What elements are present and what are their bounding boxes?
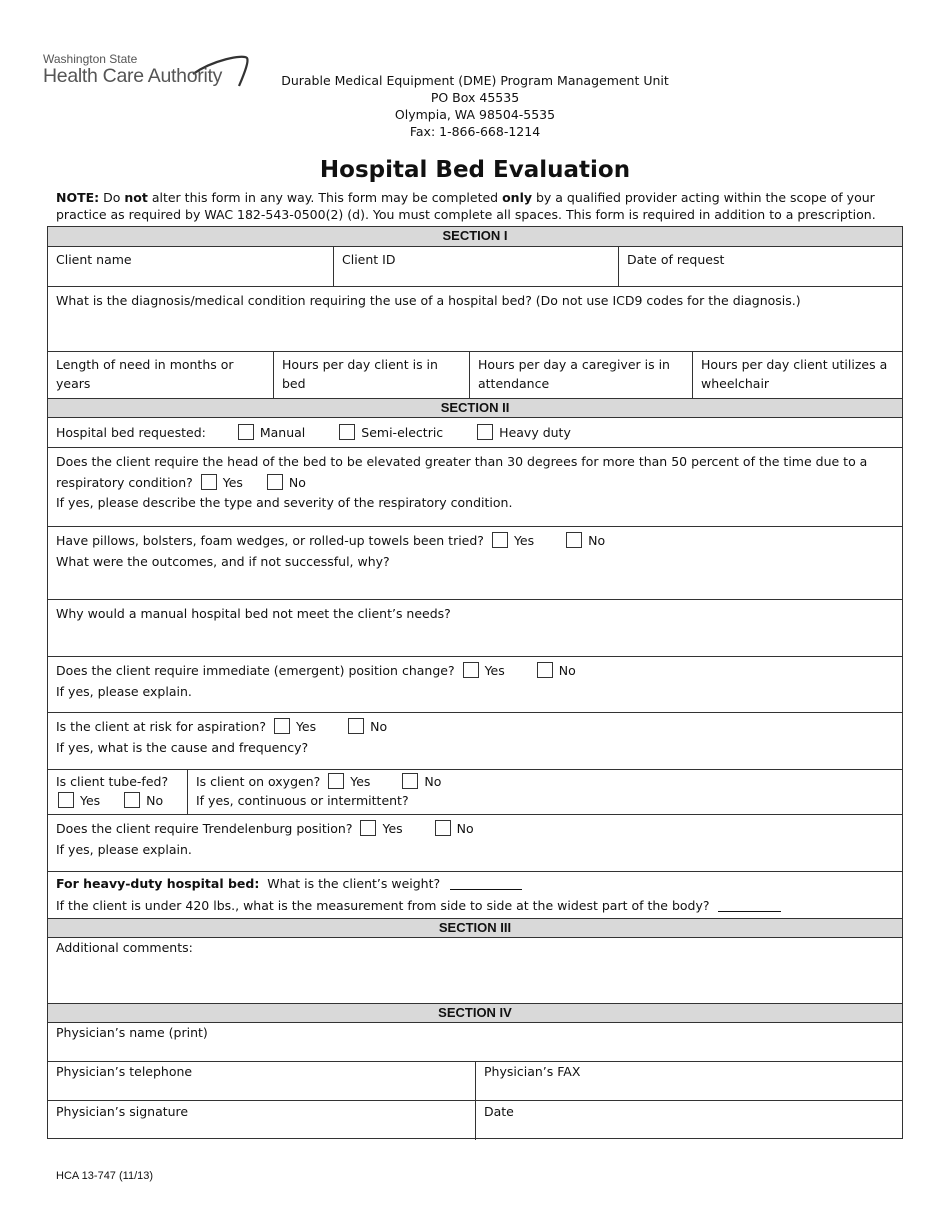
evaluation-form xyxy=(47,226,903,1139)
width-measurement-input[interactable] xyxy=(718,899,781,912)
heavy-duty-checkbox[interactable] xyxy=(477,424,493,440)
logo-line1: Washington State xyxy=(43,52,138,66)
form-note: NOTE: Do not alter this form in any way. This form may be completed only by a qualified provider acting within the scope of your practice as required by WAC 182-543-0500(2) (d). You must complete all spaces. This form is required in addition to a prescription. xyxy=(56,190,876,222)
position-no-checkbox[interactable] xyxy=(537,662,553,678)
pillows-question: Have pillows, bolsters, foam wedges, or rolled-up towels been tried? Yes No What were the outcomes, and if not successful, why? xyxy=(48,526,902,599)
length-of-need-field[interactable]: Length of need in months or years xyxy=(56,357,234,391)
physician-name-field[interactable]: Physician’s name (print) xyxy=(48,1022,902,1061)
semi-electric-checkbox[interactable] xyxy=(339,424,355,440)
address-line: Fax: 1-866-668-1214 xyxy=(409,124,541,139)
client-name-field[interactable]: Client name xyxy=(56,252,132,267)
manual-bed-question[interactable]: Why would a manual hospital bed not meet the client’s needs? xyxy=(48,599,902,656)
page-title: Hospital Bed Evaluation xyxy=(319,157,631,183)
tube-yes-checkbox[interactable] xyxy=(58,792,74,808)
address-line: PO Box 45535 xyxy=(430,90,520,105)
trendelenburg-yes-checkbox[interactable] xyxy=(360,820,376,836)
respiratory-yes-checkbox[interactable] xyxy=(201,474,217,490)
heavy-duty-question: For heavy-duty hospital bed: What is the client’s weight? If the client is under 420 lbs., what is the measurement from side to side at the widest part of the body? xyxy=(48,871,902,918)
diagnosis-field[interactable]: What is the diagnosis/medical condition requiring the use of a hospital bed? (Do not use ICD9 codes for the diagnosis.) xyxy=(48,286,902,352)
hours-caregiver-field[interactable]: Hours per day a caregiver is in attendance xyxy=(469,352,692,398)
section-header-2: SECTION II xyxy=(48,398,902,417)
tube-no-checkbox[interactable] xyxy=(124,792,140,808)
oxygen-yes-checkbox[interactable] xyxy=(328,773,344,789)
hours-in-bed-field[interactable]: Hours per day client is in bed xyxy=(273,352,469,398)
bed-type-row: Hospital bed requested: Manual Semi-electric Heavy duty xyxy=(48,417,902,447)
section-header-1: SECTION I xyxy=(48,227,902,246)
signature-date-field[interactable]: Date xyxy=(475,1101,904,1140)
respiratory-question: Does the client require the head of the bed to be elevated greater than 30 degrees for more than 50 percent of the time due to a respiratory condition? Yes No If yes, please describe the type and severity of the respiratory condition. xyxy=(48,447,902,526)
hours-wheelchair-field[interactable]: Hours per day client utilizes a wheelchair xyxy=(692,352,904,398)
weight-input[interactable] xyxy=(450,877,522,890)
position-change-question: Does the client require immediate (emergent) position change? Yes No If yes, please explain. xyxy=(48,656,902,712)
note-label: NOTE: xyxy=(56,190,100,205)
tube-oxygen-row xyxy=(48,769,902,815)
physician-contact-row xyxy=(48,1061,902,1101)
trendelenburg-no-checkbox[interactable] xyxy=(435,820,451,836)
address-block xyxy=(230,72,720,140)
physician-fax-field[interactable]: Physician’s FAX xyxy=(475,1062,904,1101)
logo-line2: Health Care Authority xyxy=(43,65,223,87)
position-yes-checkbox[interactable] xyxy=(463,662,479,678)
manual-checkbox[interactable] xyxy=(238,424,254,440)
client-info-row xyxy=(48,246,902,287)
aspiration-no-checkbox[interactable] xyxy=(348,718,364,734)
section-header-3: SECTION III xyxy=(48,918,902,937)
date-of-request-field[interactable]: Date of request xyxy=(618,247,904,287)
signature-row xyxy=(48,1100,902,1140)
aspiration-question: Is the client at risk for aspiration? Yes No If yes, what is the cause and frequency? xyxy=(48,712,902,769)
trendelenburg-question: Does the client require Trendelenburg position? Yes No If yes, please explain. xyxy=(48,814,902,871)
section-header-4: SECTION IV xyxy=(48,1003,902,1022)
oxygen-no-checkbox[interactable] xyxy=(402,773,418,789)
pillows-no-checkbox[interactable] xyxy=(566,532,582,548)
pillows-yes-checkbox[interactable] xyxy=(492,532,508,548)
address-line: Olympia, WA 98504-5535 xyxy=(394,107,556,122)
tube-fed-cell: Is client tube-fed? Yes No xyxy=(56,774,169,808)
additional-comments-field[interactable]: Additional comments: xyxy=(48,937,902,1004)
aspiration-yes-checkbox[interactable] xyxy=(274,718,290,734)
oxygen-cell: Is client on oxygen? Yes No If yes, continuous or intermittent? xyxy=(187,770,904,815)
physician-telephone-field[interactable]: Physician’s telephone xyxy=(56,1064,193,1079)
hca-logo xyxy=(43,52,253,94)
hours-row xyxy=(48,351,902,398)
respiratory-no-checkbox[interactable] xyxy=(267,474,283,490)
physician-signature-field[interactable]: Physician’s signature xyxy=(56,1104,189,1119)
form-number: HCA 13-747 (11/13) xyxy=(56,1170,154,1182)
address-line: Durable Medical Equipment (DME) Program Management Unit xyxy=(281,73,669,88)
client-id-field[interactable]: Client ID xyxy=(333,247,618,287)
